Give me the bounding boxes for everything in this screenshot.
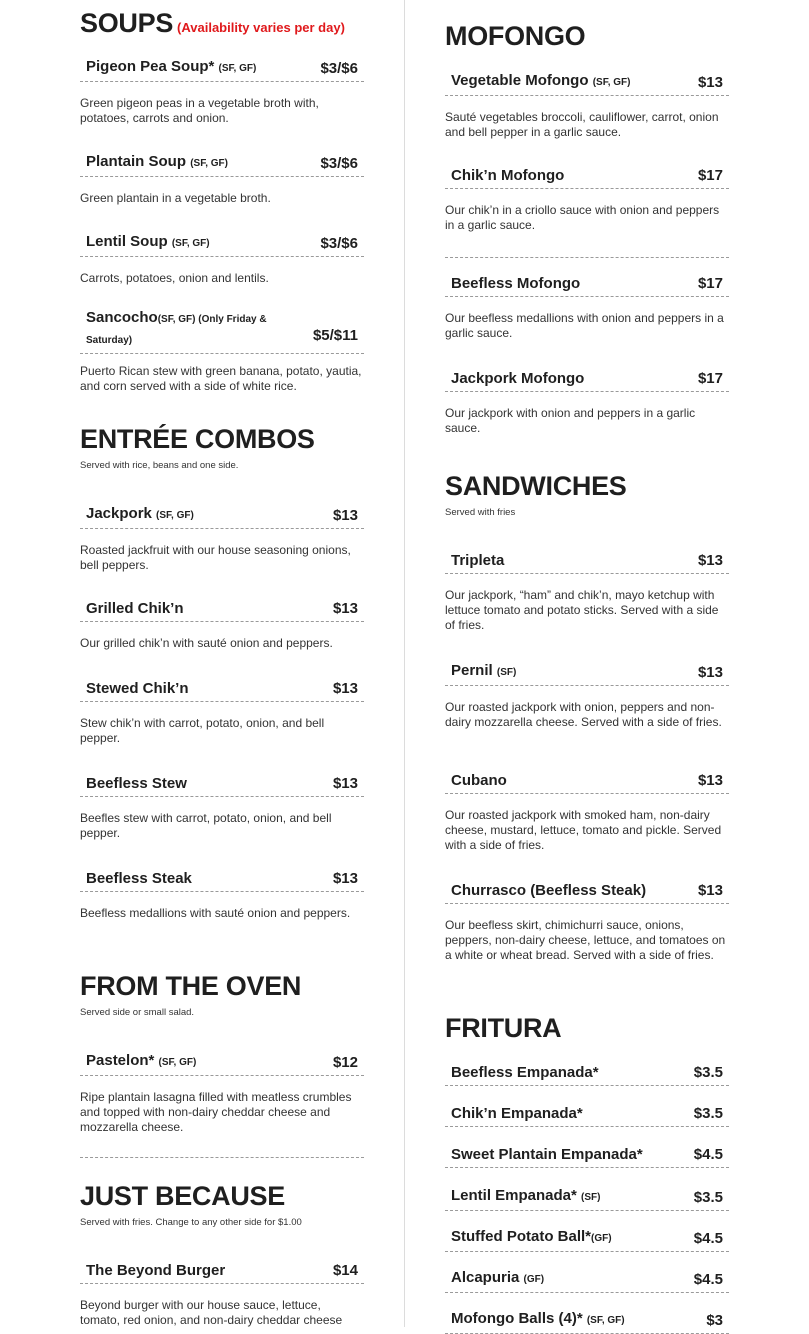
- item-name: Tripleta: [451, 552, 505, 569]
- item-name: [451, 1227, 612, 1248]
- menu-item-stuffed-potato-ball: [445, 1227, 729, 1252]
- menu-item-tripleta: [445, 551, 729, 633]
- item-name: Beefless Stew: [86, 775, 187, 792]
- section-subtitle-sandwiches: Served with fries: [445, 507, 516, 518]
- item-price: $13: [332, 600, 358, 617]
- item-description: Our chik’n in a criollo sauce with onion and peppers in a garlic sauce.: [445, 203, 720, 232]
- item-name: Cubano: [451, 772, 507, 789]
- item-description: Stew chik’n with carrot, potato, onion, and bell pepper.: [80, 716, 325, 745]
- item-price: $13: [332, 507, 358, 524]
- item-description: Puerto Rican stew with green banana, potato, yautia, and corn served with a side of white rice.: [80, 364, 362, 393]
- item-name-text: Plantain Soup: [86, 153, 187, 170]
- menu-item-lentil-soup: [80, 232, 364, 286]
- item-tag: (GF): [523, 1274, 545, 1285]
- section-subtitle-entree-combos: Served with rice, beans and one side.: [80, 460, 239, 471]
- section-title-fritura: FRITURA: [445, 1013, 562, 1043]
- item-price: $4.5: [693, 1271, 723, 1288]
- item-price: $13: [697, 552, 723, 569]
- item-tag: (SF, GF): [190, 158, 228, 169]
- item-description: Roasted jackfruit with our house seasoning onions, bell peppers.: [80, 543, 351, 572]
- item-name: [451, 661, 516, 682]
- menu-item-mofongo-balls: [445, 1309, 729, 1334]
- item-name: Chik’n Mofongo: [451, 167, 565, 184]
- section-subtitle-from-the-oven: Served side or small salad.: [80, 1007, 195, 1018]
- item-name: The Beyond Burger: [86, 1262, 226, 1279]
- item-tag: (SF, GF): [586, 1315, 625, 1326]
- item-tag: (SF, GF): [171, 238, 210, 249]
- item-price: $13: [697, 664, 723, 681]
- item-name-text: Mofongo Balls (4)*: [451, 1310, 583, 1327]
- item-name: [86, 1051, 196, 1072]
- soups-availability-note: (Availability varies per day): [177, 20, 345, 35]
- item-name: [451, 1186, 600, 1207]
- item-name-text: Alcapuria: [451, 1269, 520, 1286]
- item-name-text: Pastelon*: [86, 1052, 155, 1069]
- item-name: [86, 504, 194, 525]
- item-name: [86, 57, 256, 78]
- item-tag: (SF, GF): [592, 77, 631, 88]
- item-name: Beefless Steak: [86, 870, 192, 887]
- item-price: $5/$11: [312, 327, 358, 344]
- section-title-just-because: JUST BECAUSE: [80, 1181, 285, 1211]
- item-description: Ripe plantain lasagna filled with meatless crumbles and topped with non-dairy cheddar cheese and mozzarella cheese.: [80, 1090, 352, 1134]
- item-name: [86, 308, 286, 350]
- item-price: $13: [332, 680, 358, 697]
- item-price: $13: [697, 772, 723, 789]
- item-description: Our roasted jackpork with onion, peppers and non-dairy mozzarella cheese. Served with a side of fries.: [445, 700, 722, 729]
- item-name: [451, 71, 630, 92]
- section-title-entree-combos: ENTRÉE COMBOS: [80, 424, 315, 454]
- item-price: $3: [706, 1312, 723, 1329]
- item-name-text: Jackpork: [86, 505, 152, 522]
- item-description: Beefles stew with carrot, potato, onion, and bell pepper.: [80, 811, 332, 840]
- menu-item-sancocho: [80, 308, 364, 394]
- section-title-sandwiches: SANDWICHES: [445, 471, 627, 501]
- item-description: Our jackpork with onion and peppers in a garlic sauce.: [445, 406, 696, 435]
- item-price: $17: [697, 370, 723, 387]
- item-tag: (SF, GF): [158, 1057, 197, 1068]
- item-name: Grilled Chik’n: [86, 600, 184, 617]
- menu-item-grilled-chikn: [80, 599, 364, 651]
- section-subtitle-just-because: Served with fries. Change to any other side for $1.00: [80, 1217, 302, 1228]
- item-price: $13: [332, 775, 358, 792]
- item-name-text: Pernil: [451, 662, 493, 679]
- item-price: $17: [697, 167, 723, 184]
- item-price: $4.5: [693, 1146, 723, 1163]
- menu-item-alcapuria: [445, 1268, 729, 1293]
- menu-item-beefless-mofongo: [445, 274, 729, 341]
- menu-item-pastelon: [80, 1051, 364, 1135]
- menu-item-beefless-steak: [80, 869, 364, 921]
- item-tag: (GF): [591, 1233, 612, 1244]
- item-tag: (SF, GF): [218, 63, 257, 74]
- item-description: Our beefless medallions with onion and peppers in a garlic sauce.: [445, 311, 724, 340]
- item-price: $13: [697, 74, 723, 91]
- item-price: $13: [332, 870, 358, 887]
- menu-item-jackpork: [80, 504, 364, 573]
- item-description: Green plantain in a vegetable broth.: [80, 191, 271, 205]
- item-name: Chik’n Empanada*: [451, 1105, 583, 1122]
- menu-item-pernil: [445, 661, 729, 730]
- item-name-text: Vegetable Mofongo: [451, 72, 589, 89]
- item-tag: (SF): [581, 1192, 601, 1203]
- menu-item-vegetable-mofongo: [445, 71, 729, 140]
- soups-title-text: SOUPS: [80, 8, 174, 38]
- item-price: $3/$6: [320, 235, 358, 252]
- item-price: $13: [697, 882, 723, 899]
- menu-item-beefless-empanada: [445, 1063, 729, 1086]
- item-description: Carrots, potatoes, onion and lentils.: [80, 271, 269, 285]
- item-price: $14: [332, 1262, 358, 1279]
- item-price: $3.5: [693, 1105, 723, 1122]
- item-tag: (SF, GF) (Only Friday & Saturday): [86, 314, 267, 346]
- menu-item-pigeon-pea-soup: [80, 57, 364, 126]
- item-price: $3.5: [693, 1189, 723, 1206]
- item-tag: (SF, GF): [156, 510, 194, 521]
- item-name-text: Lentil Soup: [86, 233, 168, 250]
- item-price: $4.5: [693, 1230, 723, 1247]
- section-title-soups: [80, 8, 345, 39]
- menu-item-beyond-burger: [80, 1261, 364, 1328]
- item-name-text: Pigeon Pea Soup*: [86, 58, 215, 75]
- item-name: [86, 232, 210, 253]
- item-name: Churrasco (Beefless Steak): [451, 882, 647, 899]
- item-description: Our roasted jackpork with smoked ham, non-dairy cheese, mustard, lettuce, tomato and pickle. Served with a side of fries.: [445, 808, 722, 852]
- item-description: Beefless medallions with sauté onion and peppers.: [80, 906, 351, 920]
- menu-item-jackpork-mofongo: [445, 369, 729, 436]
- item-description: Beyond burger with our house sauce, lettuce, tomato, red onion, and non-dairy cheddar cheese: [80, 1298, 343, 1327]
- item-name-text: Stuffed Potato Ball*: [451, 1228, 592, 1245]
- item-tag: (SF): [496, 667, 517, 678]
- item-name: Stewed Chik’n: [86, 680, 189, 697]
- item-description: Sauté vegetables broccoli, cauliflower, carrot, onion and bell pepper in a garlic sauce.: [445, 110, 719, 139]
- item-name: Sweet Plantain Empanada*: [451, 1146, 643, 1163]
- item-description: Our grilled chik’n with sauté onion and peppers.: [80, 636, 333, 650]
- item-price: $3/$6: [320, 60, 358, 77]
- menu-item-beefless-stew: [80, 774, 364, 841]
- item-price: $17: [697, 275, 723, 292]
- item-description: Our beefless skirt, chimichurri sauce, onions, peppers, non-dairy cheese, lettuce, and tomatoes on a white or wheat bread. Served with a side of fries.: [445, 918, 726, 962]
- menu-item-chikn-mofongo: [445, 166, 729, 233]
- menu-item-lentil-empanada: [445, 1186, 729, 1211]
- item-price: $3.5: [693, 1064, 723, 1081]
- item-price: $12: [332, 1054, 358, 1071]
- menu-item-sweet-plantain-empanada: [445, 1145, 729, 1168]
- item-name: Beefless Mofongo: [451, 275, 581, 292]
- menu-item-cubano: [445, 771, 729, 853]
- item-description: Green pigeon peas in a vegetable broth with, potatoes, carrots and onion.: [80, 96, 319, 125]
- menu-item-chikn-empanada: [445, 1104, 729, 1127]
- item-name: Jackpork Mofongo: [451, 370, 585, 387]
- item-name: Beefless Empanada*: [451, 1064, 599, 1081]
- item-name-text: Lentil Empanada*: [451, 1187, 577, 1204]
- item-price: $3/$6: [320, 155, 358, 172]
- section-title-from-the-oven: FROM THE OVEN: [80, 971, 302, 1001]
- column-divider: [404, 0, 405, 1327]
- item-name-text: Sancocho: [86, 309, 158, 326]
- menu-item-plantain-soup: [80, 152, 364, 206]
- section-separator: [80, 1157, 364, 1158]
- menu-item-churrasco: [445, 881, 729, 963]
- item-separator: [445, 257, 729, 258]
- item-name: [451, 1268, 544, 1289]
- item-description: Our jackpork, “ham” and chik’n, mayo ketchup with lettuce tomato and potato sticks. Served with a side of fries.: [445, 588, 719, 632]
- menu-item-stewed-chikn: [80, 679, 364, 746]
- item-name: [86, 152, 228, 173]
- section-title-mofongo: MOFONGO: [445, 21, 586, 51]
